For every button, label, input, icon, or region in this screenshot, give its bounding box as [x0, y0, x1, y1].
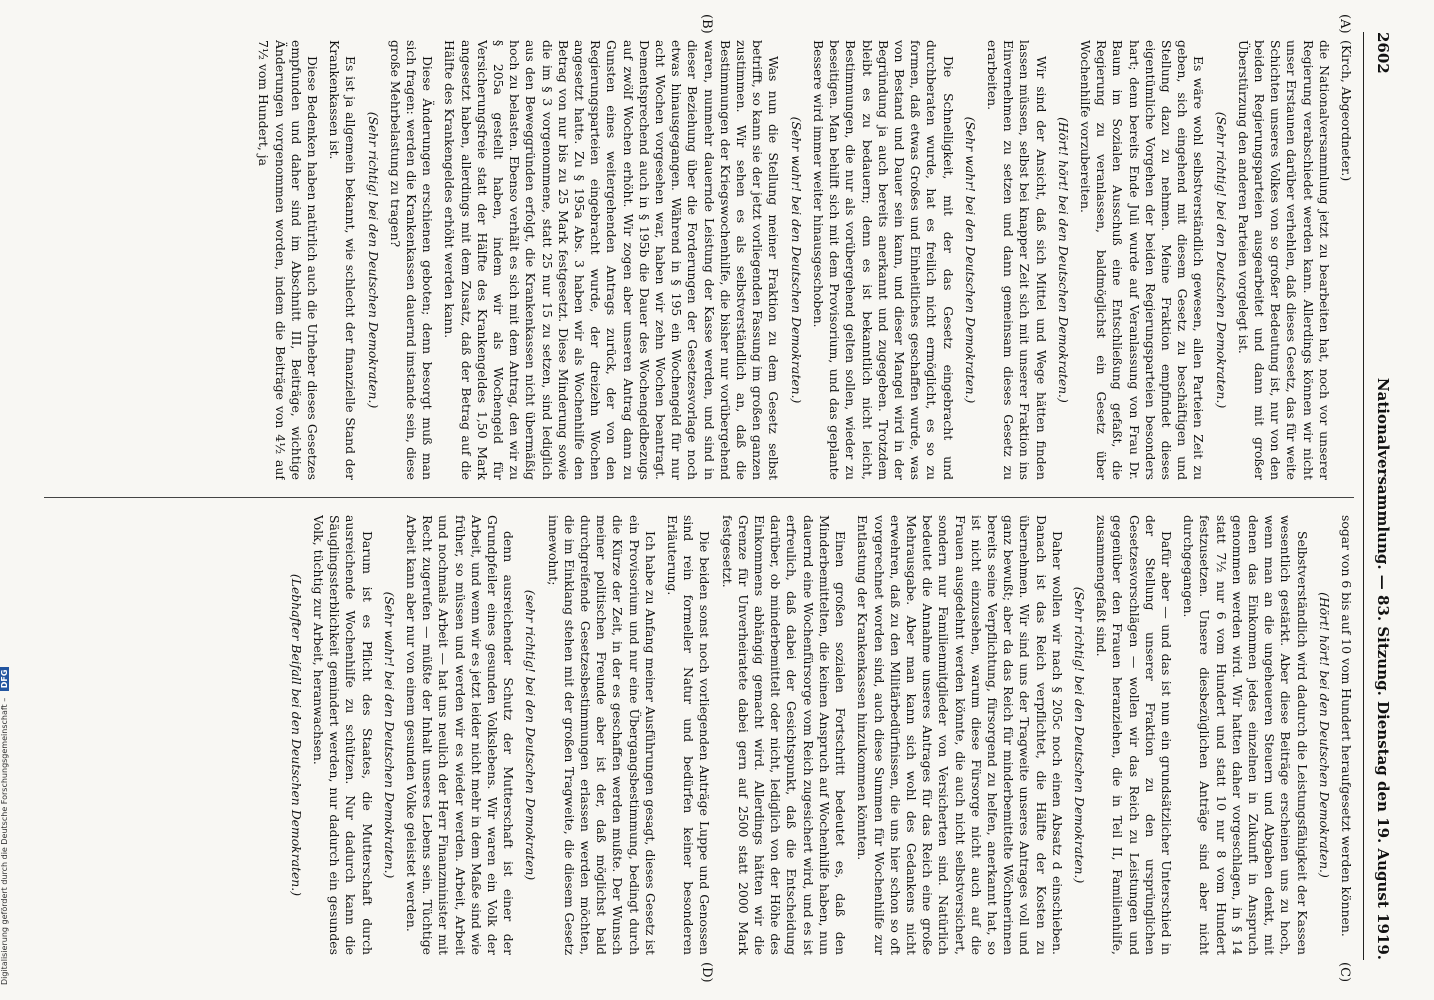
interjection: (Sehr richtig! bei den Deutschen Demokraten.)	[1213, 111, 1229, 409]
digitization-note-text: Digitalisierung gefördert durch die Deutsche Forschungsgemeinschaft –	[0, 697, 9, 985]
right-column	[34, 515, 1354, 955]
page-header	[1363, 32, 1398, 960]
interjection: (Hört! hört! bei den Deutschen Demokraten.)	[1316, 592, 1332, 878]
margin-marker-a: (A)	[1337, 14, 1352, 34]
paragraph: Einen großen sozialen Fortschritt bedeutet es, daß den Minderbemittelten, die keinen Anspruch auf Wochenhilfe haben, nun dauernd eine Wochenfürsorge vom Reich zugesichert wird, und es ist erfreulich, daß dabei der Gesichtspunkt, daß die Entscheidung darüber, ob minderbemittelt oder nicht, lediglich von der Höhe des Einkommens abhängig gemacht wird. Allerdings hätten wir die Grenze für Unverheiratete dabei gern auf 2500 statt 2000 Mark festgesetzt.	[719, 515, 849, 955]
interjection: (Sehr wahr! bei den Deutschen Demokraten.)	[381, 591, 397, 879]
paragraph: Diese Bedenken haben natürlich auch die Urheber dieses Gesetzes empfunden und daher sind im Abschnitt III, Beiträge, wichtige Änderungen vorgenommen worden, indem die Beiträge von 4½ auf 7½ vom Hundert, ja	[256, 40, 321, 480]
interjection: (sehr richtig! bei den Deutschen Demokraten)	[523, 589, 539, 881]
interjection: (Sehr richtig! bei den Deutschen Demokraten.)	[1071, 586, 1087, 884]
paragraph: Darum ist es Pflicht des Staates, die Mutterschaft durch ausreichende Wochenhilfe zu schützen. Nur dadurch kann die Säuglingssterblichkeit gemindert werden, nur dadurch ein gesundes Volk, tüchtig zur Arbeit, heranwachsen.	[311, 515, 375, 955]
paragraph: Dafür aber — und das ist nun ein grundsätzlicher Unterschied in der Stellung unserer Fraktion zu den ursprünglichen Gesetzesvorschlägen — wollen wir das Reich zu Leistungen und gegenüber den Frauen heranziehen, die in Teil II, Familienhilfe, zusammengefaßt sind.	[1094, 515, 1174, 955]
paragraph: Es ist ja allgemein bekannt, wie schlecht der finanzielle Stand der Krankenkassen ist.	[327, 40, 359, 480]
paragraph: die Nationalversammlung jetzt zu bearbeiten hat, noch vor unserer Regierung verabschiedet werden kann. Allerdings können wir nicht unser Erstaunen darüber verhehlen, daß dieses Gesetz, das für weite Schichten unseres Volkes von so großer Bedeutung ist, nur von den beiden Regierungsparteien ausgearbeitet und dann mit großer Überstürzung den anderen Parteien vorgelegt ist.	[1235, 40, 1332, 480]
interjection: (Sehr wahr! bei den Deutschen Demokraten.)	[788, 116, 804, 404]
paragraph: Die beiden sonst noch vorliegenden Anträge Luppe und Genossen sind rein formeller Natur und bedürfen keiner besonderen Erläuterung.	[665, 515, 713, 955]
interjection: (Lebhafter Beifall bei den Deutschen Demokraten.)	[288, 573, 304, 897]
paragraph: Diese Änderungen erschienen geboten; denn besorgt muß man sich fragen: werden die Krankenkassen dauernd imstande sein, diese große Mehrbelastung zu tragen?	[387, 40, 436, 480]
margin-marker-c: (C)	[1337, 962, 1352, 983]
paragraph: sogar von 6 bis auf 10 vom Hundert heraufgesetzt werden können.	[1339, 515, 1354, 937]
page-number: 2602	[1374, 32, 1392, 74]
margin-marker-b: (B)	[699, 14, 714, 34]
page-title: Nationalversammlung. — 83. Sitzung. Dienstag den 19. August 1919.	[1374, 377, 1392, 960]
column-divider	[44, 497, 1354, 498]
paragraph: Was nun die Stellung meiner Fraktion zu dem Gesetz selbst betrifft, so kann sie der jetzt vorliegenden Fassung im großen ganzen zustimmen. Wir sehen es als selbstverständlich an, daß die Bestimmungen der Kriegswochenhilfe, die bisher nur vorübergehend waren, nunmehr dauernde Leistung der Kasse werden, und sind in dieser Beziehung über die Forderungen der Gesetzesvorlage noch etwas hinausgegangen. Während in § 195 ein Wochengeld für nur acht Wochen vorgesehen war, haben wir zehn Wochen beantragt. Dementsprechend auch in § 195b die Dauer des Wochengeldbezugs auf zwölf Wochen erhöht. Wir zogen aber unseren Antrag dann zu Gunsten eines weitergehenden Antrags zurück, der von den Regierungsparteien eingebracht wurde, der dreizehn Wochen angesetzt hatte. Zu § 195a Abs. 3 haben wir als Wochenhilfe den Betrag von nur bis zu 25 Mark festgesetzt. Diese Minderung sowie die im § 3 vorgenommene, statt 25 nur 15 zu setzen, sind lediglich aus den Beweggründen erfolgt, die Krankenkassen nicht übermäßig hoch zu belasten. Ebenso verhält es sich mit dem Antrag, den wir zu § 205a gestellt haben, indem wir als Wochengeld für Versicherungsfreie statt der Hälfte des Krankengeldes 1,50 Mark angesetzt haben, allerdings mit dem Zusatz, daß der Betrag auf die Hälfte des Krankengeldes erhöht werden kann.	[442, 40, 782, 480]
paragraph: Es wäre wohl selbstverständlich gewesen, allen Parteien Zeit zu geben, sich eingehend mit diesem Gesetz zu beschäftigen und Stellung dazu zu nehmen. Meine Fraktion empfindet dieses eigentümliche Vorgehen der beiden Regierungsparteien besonders hart; denn bereits Ende Juli wurde auf Veranlassung von Frau Dr. Baum im Sozialen Ausschuß eine Entschließung gefaßt, die Regierung zu veranlassen, baldmöglichst ein Gesetz über Wochenhilfe vorzubereiten.	[1077, 40, 1207, 480]
speaker-label: (Kirch, Abgeordneter.)	[1339, 40, 1354, 182]
paragraph: denn ausreichender Schutz der Mutterschaft ist einer der Grundpfeiler eines gesunden Volkslebens. Wir waren ein Volk der Arbeit, und wenn wir es jetzt leider nicht mehr in dem Maße sind wie früher, so müssen und werden wir es wieder werden. Arbeit, Arbeit und nochmals Arbeit — hat uns neulich der Herr Finanzminister mit Recht zugerufen — müßte der Inhalt unseres Lebens sein. Tüchtige Arbeit kann aber nur von einem gesunden Volke geleistet werden.	[404, 515, 517, 955]
interjection: (Sehr richtig! bei den Deutschen Demokraten.)	[365, 111, 381, 409]
paragraph: Selbstverständlich wird dadurch die Leistungsfähigkeit der Kassen wesentlich gestärkt. Aber diese Beiträge erscheinen uns zu hoch, wenn man an die ungeheueren Steuern und Abgaben denkt, mit denen das Einkommen jedes einzelnen in Zukunft in Anspruch genommen werden wird. Wir hatten daher vorgeschlagen, in § 14 statt 7½ nur 6 vom Hundert und statt 10 nur 8 vom Hundert festzusetzen. Unsere diesbezüglichen Anträge sind aber nicht durchgegangen.	[1181, 515, 1310, 955]
margin-marker-d: (D)	[699, 962, 714, 983]
dfg-logo: DFG	[0, 667, 9, 692]
left-column	[34, 40, 1354, 480]
paragraph: Die Schnelligkeit, mit der das Gesetz eingebracht und durchberaten wurde, hat es freilich nicht ermöglicht, es so zu formen, daß etwas Großes und Einheitliches geschaffen wurde, was von Bestand und Dauer sein kann, und dieser Mangel wird in der Begründung ja auch bereits anerkannt und zugegeben. Trotzdem bleibt es zu bedauern; denn es ist bekanntlich nicht leicht, Bestimmungen, die nur als vorübergehend gelten sollen, wieder zu beseitigen. Man behilft sich mit dem Provisorium, und das geplante Bessere wird immer weiter hinausgeschoben.	[810, 40, 956, 480]
paragraph: Wir sind der Ansicht, daß sich Mittel und Wege hätten finden lassen müssen, selbst bei knapper Zeit sich mit unserer Fraktion ins Einvernehmen zu setzen und dann gemeinsam dieses Gesetz zu erarbeiten.	[984, 40, 1049, 480]
paragraph: Daher wollen wir nach § 205c noch einen Absatz d einschieben. Danach ist das Reich verpflichtet, die Hälfte der Kosten zu übernehmen. Wir sind uns der Tragweite unseres Antrages voll und ganz bewußt; aber da das Reich für minderbemittelte Wöchnerinnen bereits seine Verpflichtung, fürsorgend zu helfen, anerkannt hat, so ist nicht einzusehen, warum diese Fürsorge nicht auch auf die Frauen ausgedehnt werden könnte, die auch nicht selbstversichert, sondern nur Familienmitglieder von Versicherten sind. Natürlich bedeutet die Annahme unseres Antrages für das Reich eine große Mehrausgabe. Aber man kann sich wohl des Gedankens nicht erwehren, daß zu den Militärbedürfnissen, die uns hier schon so oft vorgerechnet worden sind, auch diese Summen für Wochenhilfe zur Entlastung der Krankenkassen hinzukommen könnten.	[855, 515, 1065, 955]
digitization-note	[0, 585, 14, 985]
paragraph: Ich habe zu Anfang meiner Ausführungen gesagt, dieses Gesetz ist ein Provisorium und nur eine Übergangsbestimmung, bedingt durch die Kürze der Zeit, in der es geschaffen werden mußte. Der Wunsch meiner politischen Freunde aber ist der, daß möglichst bald durchgreifende Gesetzesbestimmungen erlassen werden möchten, die im Einklang stehen mit der großen Tragweite, die diesem Gesetz innewohnt;	[545, 515, 658, 955]
interjection: (Sehr wahr! bei den Deutschen Demokraten.)	[962, 116, 978, 404]
interjection: (Hört! hört! bei den Deutschen Demokraten.)	[1055, 117, 1071, 403]
